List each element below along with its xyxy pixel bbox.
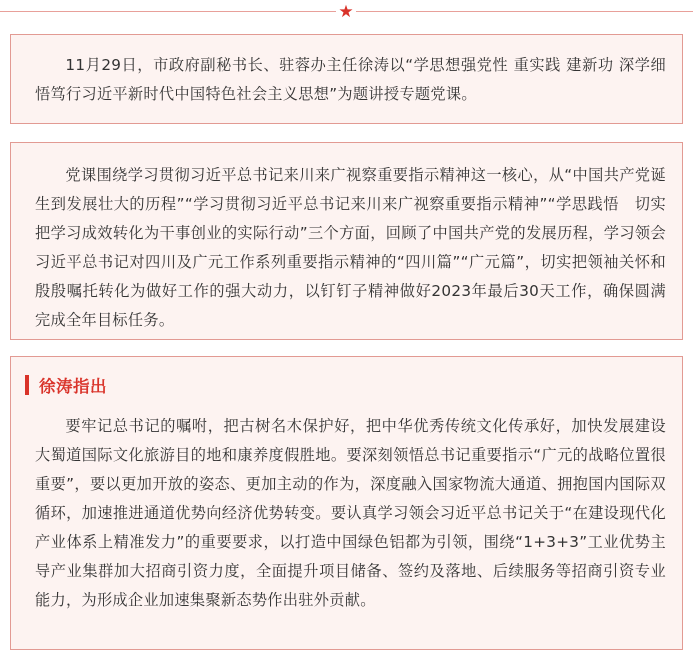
section-heading (25, 374, 107, 396)
intro-card (10, 34, 683, 124)
lesson-content-paragraph: 党课围绕学习贯彻习近平总书记来川来广视察重要指示精神这一核心，从“中国共产党诞生到发展壮大的历程”“学习贯彻习近平总书记来川来广视察重要指示精神”“学思践悟 切实把学习成效转化为干事创业的实际行动”三个方面，回顾了中国共产党的发展历程，学习领会习近平总书记对四川及广元工作系列重要指示精神的“四川篇”“广元篇”，切实把领袖关怀和殷殷嘱托转化为做好工作的强大动力，以钉钉子精神做好2023年最后30天工作，确保圆满完成全年目标任务。 (35, 166, 666, 329)
heading-accent-bar (25, 375, 29, 395)
star-icon: ★ (336, 2, 356, 22)
remarks-paragraph: 要牢记总书记的嘱咐，把古树名木保护好，把中华优秀传统文化传承好，加快发展建设大蜀道国际文化旅游目的地和康养度假胜地。要深刻领悟总书记重要指示“广元的战略位置很重要”，要以更加开放的姿态、更加主动的作为，深度融入国家物流大通道、拥抱国内国际双循环，加速推进通道优势向经济优势转变。要认真学习领会习近平总书记关于“在建设现代化产业体系上精准发力”的重要要求，以打造中国绿色铝都为引领，围绕“1+3+3”工业优势主导产业集群加大招商引资力度，全面提升项目储备、签约及落地、后续服务等招商引资专业能力，为形成企业加速集聚新态势作出驻外贡献。 (35, 417, 666, 609)
intro-paragraph: 11月29日，市政府副秘书长、驻蓉办主任徐涛以“学思想强党性 重实践 建新功 深学细悟笃行习近平新时代中国特色社会主义思想”为题讲授专题党课。 (35, 56, 666, 103)
section-title: 徐涛指出 (39, 377, 107, 396)
remarks-card (10, 356, 683, 650)
lesson-content-card (10, 142, 683, 340)
